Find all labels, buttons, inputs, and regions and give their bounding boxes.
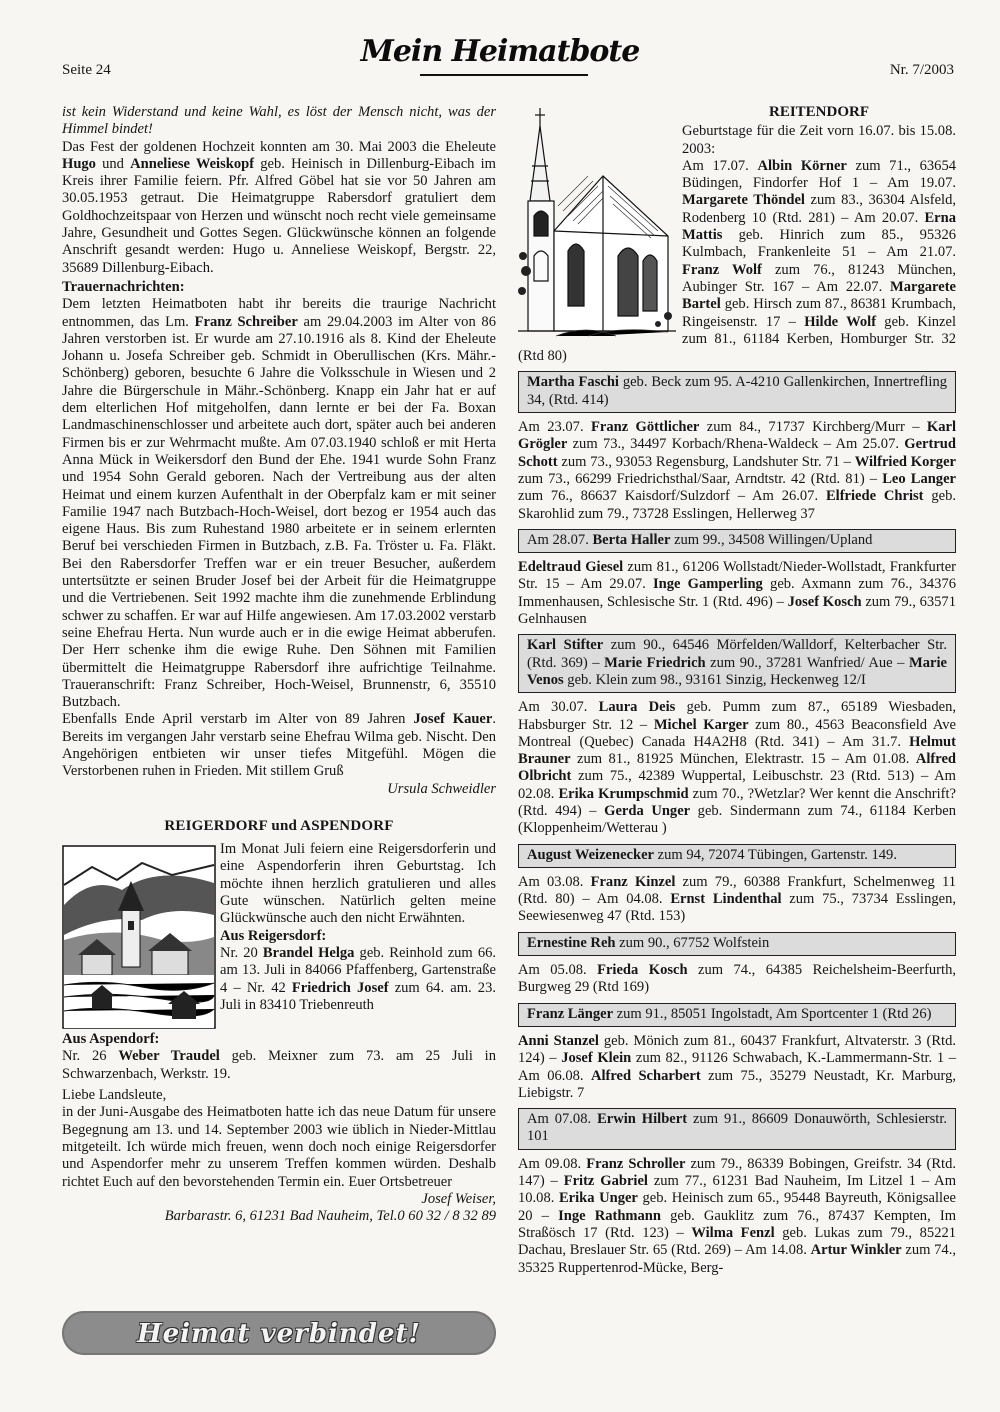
birthdays-july-late: Edeltraud Giesel zum 81., 61206 Wollstadt/Nieder-Wollstadt, Frankfurter Str. 15 – Am 29.07. Inge Gamperling geb. Axmann zum 76., 34376 Immenhausen, Schlesische Str. 1 (Rtd. 496) – Josef Kosch zum 79., 63571 Gelnhausen [518, 559, 957, 628]
name-weber-traudel: Weber Traudel [118, 1048, 220, 1065]
issue-number: Nr. 7/2003 [889, 62, 954, 78]
name-martha-faschi: Martha Faschi [527, 374, 619, 391]
church-illustration [518, 106, 676, 338]
name-josef-kauer: Josef Kauer [413, 711, 493, 728]
name-karl-groegler: Karl Grögler [518, 419, 956, 453]
name-alfred-scharbert: Alfred Scharbert [590, 1067, 701, 1084]
birthdays-august-5: Am 05.08. Frieda Kosch zum 74., 64385 Reichelsheim-Beerfurth, Burgweg 29 (Rtd 169) [518, 962, 956, 996]
name-franz-schreiber: Franz Schreiber [194, 313, 298, 330]
name-gerda-unger: Gerda Unger [604, 802, 691, 819]
name-friedrich-josef: Friedrich Josef [291, 979, 389, 996]
village-illustration [62, 845, 216, 1029]
birthday-intro-reigerdorf: Im Monat Juli feiern eine Reigersdorferin und eine Aspendorferin ihren Geburtstag. Ich möchte ihnen herzlich gratulieren und alles Gute wünschen. Natürlich gelten meine Glückwünsche auch den nicht Erwähnten. [220, 841, 496, 927]
name-erwin-hilbert: Erwin Hilbert [597, 1111, 688, 1128]
birthdays-august-late: Am 09.08. Franz Schroller zum 79., 86339 Bobingen, Greifstr. 34 (Rtd. 147) – Fritz Gabriel zum 77., 61231 Bad Nauheim, Im Litzel 1 – Am 10.08. Erika Unger geb. Heinisch zum 65., 95448 Bayreuth, Königsallee 20 – Inge Rathmann geb. Gauklitz zum 76., 87437 Kempten, Im Straßösch 17 (Rtd. 123) – Wilma Fenzl geb. Lukas zum 79., 85221 Dachau, Breslauer Str. 65 (Rtd. 269) – Am 14.08. Artur Winkler zum 74., 35325 Ruppertenrod-Mücke, Berg- [518, 1155, 957, 1276]
golden-wedding-paragraph: Das Fest der goldenen Hochzeit konnten am 30. Mai 2003 die Eheleute Hugo und Anneliese Weiskopf geb. Heinisch in Dillenburg-Eibach im Kreis ihrer Familie feiern. Pfr. Alfred Göbel hat sie vor 50 Jahren am 30.05.1953 getraut. Die Heimatgruppe Rabersdorf gratuliert dem Goldhochzeitspaar von Herzen und wünscht noch recht viele gemeinsame Jahre, Gesundheit und Gottes Segen. Glückwünsche können an folgende Anschrift gesandt werden: Hugo u. Anneliese Weiskopf, Bergstr. 22, 35689 Dillenburg-Eibach. [62, 138, 496, 276]
obituary-schreiber: Dem letzten Heimatboten habt ihr bereits die traurige Nachricht entnommen, das Lm. Franz Schreiber am 29.04.2003 im Alter von 86 Jahren verstorben ist. Er wurde am 27.10.1916 als 8. Kind der Eheleute Johann u. Josefa Schreiber geb. Schmidt in Oberullischen (Krs. Mähr.-Schönberg) geboren, besuchte 6 Jahre die Volksschule in Wiesen und 2 Jahre die Bürgerschule in Mähr.-Schönberg. Knapp ein Jahr hat er auf dem elterlichen Hof mitgeholfen, dann lernte er bei der Fa. Boxan Landmaschinenschlosser und arbeitete auch dort, später auch bei anderen Firmen bis er zur Wehrmacht mußte. Am 07.03.1940 schloß er mit Herta Anna Mück in Weikersdorf den Bund der Ehe. 1941 wurde Sohn Franz und 1954 Sohn Gerald geboren. Nach der Vertreibung aus der alten Heimat und einem kurzen Aufenthalt in der Oberpfalz kam er mit seiner Familie 1947 nach Butzbach-Hoch-Weisel, dort bezog er 1954 auch das eigene Haus. Bis zum Ruhestand 1980 arbeitete er in seinem erlernten Beruf bei verschieden Firmen in Butzbach, z.B. Fa. Tröster u. Fa. Fläkt. Bei den Rabersdorfer Treffen war er ein treuer Besucher, außerdem untertsützte er seinen Bruder Josef bei der Arbeit für die Heimatgruppe und die Vertriebenen. Seit 1992 machte ihm die zunehmende Erblindung schwer zu schaffen. Er war auf Hilfe angewiesen. Am 17.03.2002 verstarb seine Ehefrau Herta. Nun wurde auch er in die ewige Heimat abberufen. Der Herr schenke ihm die ewige Ruhe. Den Söhnen mit Familien übermittelt die Heimatgruppe Rabersdorf ihre aufrichtige Teilnahme. Traueranschrift: Franz Schreiber, Hoch-Weisel, Brunnenstr, 6, 35510 Butzbach. [62, 296, 496, 711]
name-michel-karger: Michel Karger [653, 716, 749, 733]
section-heading-reigerdorf: REIGERDORF und ASPENDORF [164, 817, 394, 834]
meeting-announcement: in der Juni-Ausgabe des Heimatboten hatte ich das neue Datum für unsere Begegnung am 13. und 14. September 2003 wie üblich in Nieder-Mittlau mitgeteilt. Ich würde mich freuen, wenn doch noch einige Reigersdorfer und Aspendorfer mehr zu unserem Treffen kommen würden. Deshalb richtet Euch auf den bevorstehenden Termin ein. Euer Ortsbetreuer Josef Weiser, [62, 1104, 496, 1207]
name-erika-unger: Erika Unger [558, 1190, 638, 1207]
highlight-box-faschi: Martha Faschi geb. Beck zum 95. A-4210 Gallenkirchen, Innertrefling 34, (Rtd. 414) [518, 371, 956, 413]
signature-schweidler: Ursula Schweidler [387, 780, 496, 797]
section-heading-reitendorf: REITENDORF [768, 104, 869, 120]
name-edeltraud-giesel: Edeltraud Giesel [518, 559, 624, 576]
obituary-kauer: Ebenfalls Ende April verstarb im Alter von 89 Jahren Josef Kauer. Bereits im vergangen Jahr verstarb seine Ehefrau Wilma geb. Nischt. Den Angehörigen entbieten wir unser tiefes Mitgefühl. Mögen die Verstorbenen ruhen in Frieden. Mit stillem Gruß [62, 711, 496, 780]
birthdays-july-early: Am 17.07. Albin Körner zum 71., 63654 Büdingen, Findorfer Hof 1 – Am 19.07. Margarete Thöndel zum 83., 36304 Alsfeld, Rodenberg 10 (Rtd. 281) – Am 20.07. Erna Mattis geb. Hinrich zum 85., 95326 Kulmbach, Frankenleite 51 – Am 21.07. Franz Wolf zum 76., 81243 München, Aubinger Str. 167 – Am 22.07. Margarete Bartel geb. Hirsch zum 87., 86381 Krumbach, Ringeisenstr. 17 – Hilde Wolf geb. Kinzel zum 81., 61184 Kerben, Homburger Str. 32 (Rtd 80) [518, 157, 957, 365]
quote-ending: ist kein Widerstand und keine Wahl, es löst der Mensch nicht, was der Himmel bindet! [62, 104, 496, 138]
name-leo-langer: Leo Langer [882, 470, 956, 487]
name-erika-krumpschmid: Erika Krumpschmid [558, 785, 689, 802]
birthdays-july-mid: Am 23.07. Franz Göttlicher zum 84., 71737 Kirchberg/Murr – Karl Grögler zum 73., 34497 Korbach/Rhena-Waldeck – Am 25.07. Gertrud Schott zum 73., 93053 Regensburg, Landshuter Str. 71 – Wilfried Korger zum 73., 66299 Friedrichsthal/Saar, Arndtstr. 42 (Rtd. 81) – Leo Langer zum 76., 86637 Kaisdorf/Sulzdorf – Am 26.07. Elfriede Christ geb. Skarohlid zum 79., 73728 Esslingen, Hellerweg 37 [518, 419, 957, 522]
masthead-title: Mein Heimatbote [360, 34, 640, 69]
name-margarete-thoendel: Margarete Thöndel [682, 192, 805, 209]
name-franz-goettlicher: Franz Göttlicher [590, 419, 700, 436]
name-wilma-fenzl: Wilma Fenzl [691, 1224, 775, 1241]
name-august-weizenecker: August Weizenecker [527, 846, 655, 863]
name-berta-haller: Berta Haller [592, 531, 671, 548]
name-ernestine-reh: Ernestine Reh [527, 934, 616, 951]
aspendorf-entries: Nr. 26 Weber Traudel geb. Meixner zum 73. am 25 Juli in Schwarzenbach, Werkstr. 19. [62, 1048, 496, 1082]
birthdays-july-end: Am 30.07. Laura Deis geb. Pumm zum 87., 65189 Wiesbaden, Habsburger Str. 12 – Michel Karger zum 80., 4563 Beaconsfield Ave Montreal (Quebec) Canada H4A2H8 (Rtd. 341) – Am 31.7. Helmut Brauner zum 81., 81925 München, Elektrastr. 15 – Am 01.08. Alfred Olbricht zum 75., 42389 Wuppertal, Leibuschstr. 23 (Rtd. 513) – Am 02.08. Erika Krumpschmid zum 70., ?Wetzlar? Wer kennt die Anschrift? (Rtd. 494) – Gerda Unger geb. Sindermann zum 74., 61184 Kerben (Kloppenheim/Wetterau ) [518, 699, 957, 837]
name-hilde-wolf: Hilde Wolf [804, 313, 877, 330]
birthdays-august-early: Am 03.08. Franz Kinzel zum 79., 60388 Frankfurt, Schelmenweg 11 (Rtd. 80) – Am 04.08. Ernst Lindenthal zum 75., 73734 Esslingen, Seewiesenweg 47 (Rtd. 153) [518, 873, 956, 925]
birthdays-august-6: Anni Stanzel geb. Mönich zum 81., 60437 Frankfurt, Altvaterstr. 3 (Rtd. 124) – Josef Klein zum 82., 91126 Schwabach, K.-Lammermann-Str. 1 – Am 06.08. Alfred Scharbert zum 75., 35279 Neustadt, Kr. Marburg, Liebigstr. 7 [518, 1032, 957, 1101]
highlight-box-reh: Ernestine Reh zum 90., 67752 Wolfstein [518, 932, 956, 956]
name-franz-wolf: Franz Wolf [682, 261, 762, 278]
name-alfred-olbricht: Alfred Olbricht [518, 751, 956, 785]
aus-reigersdorf-heading: Aus Reigersdorf: [220, 927, 327, 944]
name-anneliese-weiskopf: Anneliese Weiskopf [130, 155, 255, 172]
name-marie-friedrich: Marie Friedrich [604, 654, 706, 671]
name-anni-stanzel: Anni Stanzel [518, 1032, 599, 1049]
trauer-heading: Trauernachrichten: [62, 278, 185, 295]
name-laura-deis: Laura Deis [598, 699, 676, 716]
name-brandel-helga: Brandel Helga [262, 944, 355, 961]
highlight-box-stifter: Karl Stifter zum 90., 64546 Mörfelden/Walldorf, Kelterbacher Str. (Rtd. 369) – Marie Friedrich zum 90., 37281 Wanfried/ Aue – Marie Venos geb. Klein zum 98., 93161 Sinzig, Heckenweg 12/I [518, 634, 956, 693]
highlight-box-hilbert: Am 07.08. Erwin Hilbert zum 91., 86609 Donauwörth, Schlesierstr. 101 [518, 1108, 956, 1150]
name-artur-winkler: Artur Winkler [810, 1242, 902, 1259]
name-helmut-brauner: Helmut Brauner [518, 733, 956, 768]
name-karl-stifter: Karl Stifter [527, 637, 604, 654]
name-elfriede-christ: Elfriede Christ [825, 488, 924, 505]
heimat-banner [62, 1311, 496, 1355]
reitendorf-intro: Geburtstage für die Zeit vorn 16.07. bis 15.08. 2003: [682, 123, 956, 157]
highlight-box-laenger: Franz Länger zum 91., 85051 Ingolstadt, Am Sportcenter 1 (Rtd 26) [518, 1003, 956, 1027]
name-josef-klein: Josef Klein [561, 1050, 632, 1067]
left-column [62, 104, 496, 1225]
name-frieda-kosch: Frieda Kosch [597, 962, 688, 979]
name-inge-rathmann: Inge Rathmann [558, 1207, 661, 1224]
name-inge-gamperling: Inge Gamperling [653, 576, 763, 593]
signature-weiser: Josef Weiser, [421, 1190, 496, 1207]
masthead-rule [420, 74, 588, 76]
name-gertrud-schott: Gertrud Schott [518, 436, 956, 470]
reigersdorf-entries: Nr. 20 Brandel Helga geb. Reinhold zum 66. am 13. Juli in 84066 Pfaffenberg, Gartenstraße 4 – Nr. 42 Friedrich Josef zum 64. am. 23. Juli in 83410 Triebenreuth [220, 944, 496, 1013]
name-hugo: Hugo [62, 155, 96, 172]
page-number: Seite 24 [62, 62, 111, 78]
highlight-box-weizenecker: August Weizenecker zum 94, 72074 Tübingen, Gartenstr. 149. [518, 844, 956, 868]
name-franz-schroller: Franz Schroller [586, 1155, 686, 1172]
aus-aspendorf-heading: Aus Aspendorf: [62, 1031, 160, 1048]
highlight-box-haller: Am 28.07. Berta Haller zum 99., 34508 Willingen/Upland [518, 529, 956, 553]
weiser-address: Barbarastr. 6, 61231 Bad Nauheim, Tel.0 60 32 / 8 32 89 [164, 1208, 496, 1225]
name-albin-koerner: Albin Körner [757, 157, 847, 174]
name-fritz-gabriel: Fritz Gabriel [563, 1173, 648, 1190]
name-margarete-bartel: Margarete Bartel [682, 278, 956, 313]
name-franz-laenger: Franz Länger [527, 1005, 614, 1022]
name-wilfried-korger: Wilfried Korger [854, 453, 956, 470]
name-marie-venos: Marie Venos [527, 654, 947, 688]
right-column [518, 104, 956, 1277]
banner-text: Heimat verbindet! [137, 1319, 421, 1349]
name-ernst-lindenthal: Ernst Lindenthal [670, 891, 782, 908]
greeting: Liebe Landsleute, [62, 1087, 167, 1104]
name-franz-kinzel: Franz Kinzel [590, 873, 676, 890]
name-josef-kosch: Josef Kosch [787, 593, 862, 610]
name-erna-mattis: Erna Mattis [682, 209, 956, 244]
